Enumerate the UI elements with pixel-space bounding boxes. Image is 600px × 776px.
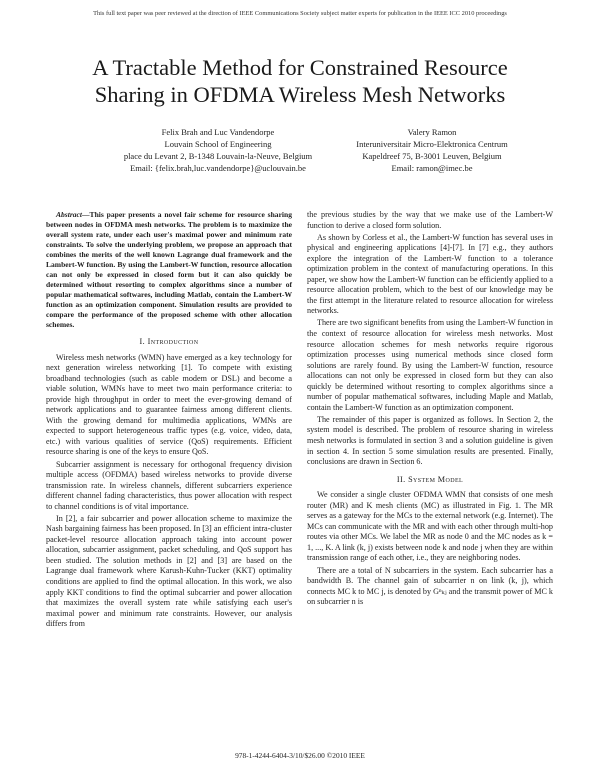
paragraph: The remainder of this paper is organized as follows. In Section 2, the system model is described. The problem of resource sharing in wireless mesh networks is formulated in section 3 and a solution guideline is given in section 4. In section 5 some simulation results are presented. Finally, conclusions are drawn in Section 6. bbox=[307, 414, 553, 467]
author-email: Email: {felix.brah,luc.vandendorpe}@uclouvain.be bbox=[130, 163, 306, 173]
peer-review-note: This full text paper was peer reviewed at the direction of IEEE Communications Society subject matter experts for publication in the IEEE ICC 2010 proceedings bbox=[93, 10, 507, 17]
section-number: II. bbox=[396, 474, 406, 484]
author-email: Email: ramon@imec.be bbox=[391, 163, 473, 173]
author-address: Kapeldreef 75, B-3001 Leuven, Belgium bbox=[362, 151, 502, 161]
paragraph: As shown by Corless et al., the Lambert-W function has several uses in physical and engineering applications [4]-[7]. In [7] e.g., they authors explore the integration of the Lambert-W function to a tolerance optimization problem in the context of manufacturing operations. In this paper, we show how the Lambert-W function can be efficiently applied to a resource allocation problem, which to the best of our knowledge may be the first attempt in the literature related to resource allocation for wireless networks. bbox=[307, 232, 553, 316]
paragraph: There are a total of N subcarriers in the system. Each subcarrier has a bandwidth B. The channel gain of subcarrier n on link (k, j), which connects MC k to MC j, is denoted by Gⁿₖⱼ and the transmit power of MC k on subcarrier n is bbox=[307, 565, 553, 607]
abstract bbox=[46, 210, 292, 330]
author-affiliation: Louvain School of Engineering bbox=[164, 139, 272, 149]
author-names: Valery Ramon bbox=[407, 127, 457, 137]
abstract-text: —This paper presents a novel fair scheme for resource sharing between nodes in OFDMA mesh networks. The problem is to maximize the overall system rate, under each user's maximal power and minimum rate constraints. To solve the underlying problem, we propose an approach that combines the merits of the well known Lagrange dual framework and the Lambert-W function. By using the Lambert-W function, resource allocation can not only be expressed in closed form but it can also quickly be determined without resorting to complex algorithms since a number of popular mathematical softwares, including Matlab, contain the Lambert-W function as an optimization component. Simulation results are provided to compare the performance of the proposed scheme with other allocation schemes. bbox=[46, 210, 292, 329]
author-block-right bbox=[322, 126, 542, 174]
paragraph: Wireless mesh networks (WMN) have emerged as a key technology for next generation wireless networking [1]. To compete with existing broadband technologies (such as cable modem or DSL) and become a viable solution, WMNs have to meet two main performance criteria: to provide high throughput in order to meet the ever-growing demand of network applications and to guarantee fairness among different clients. With the growing demand for multimedia applications, WMNs are expected to support heterogeneous traffic types (e.g. voice, video, data, etc.) with various qualities of service (QoS) requirements. Efficient resource sharing is one of the keys to ensure QoS. bbox=[46, 352, 292, 457]
paragraph: There are two significant benefits from using the Lambert-W function in the context of resource allocation for wireless mesh networks. Most resource allocation schemes for mesh networks require rigorous optimization processes using numerical methods since closed form solutions are rarely found. By using the Lambert-W function, resource allocations can not only be expressed in closed form but they can also quickly be determined without resorting to complex algorithms since a number of popular mathematical softwares, including Maple and Matlab, contain the Lambert-W function as an optimization component. bbox=[307, 318, 553, 412]
paragraph: We consider a single cluster OFDMA WMN that consists of one mesh router (MR) and K mesh clients (MC) as illustrated in Fig. 1. The MR serves as a gateway for the MCs to the external network (e.g. Internet). The MCs can communicate with the MR and with each other through multi-hop routes via other MCs. We label the MR as node 0 and the MC nodes as k = 1, ..., K. A link (k, j) exists between node k and node j when they are within transmission range of each other, i.e., they are neighboring nodes. bbox=[307, 490, 553, 563]
section-heading-introduction bbox=[46, 337, 292, 348]
title-line-1: A Tractable Method for Constrained Resource bbox=[92, 55, 508, 80]
author-address: place du Levant 2, B-1348 Louvain-la-Neuve, Belgium bbox=[123, 151, 313, 161]
paragraph: In [2], a fair subcarrier and power allocation scheme to maximize the Nash bargaining fairness has been proposed. In [3] an efficient intra-cluster packet-level resource allocation approach taking into account power allocation, subcarrier assignment, packet scheduling, and QoS support has been studied. The solution methods in [2] and [3] are based on the Lagrange dual framework where Karush-Kuhn-Tucker (KKT) optimality conditions are applied to find the optimal allocation. In this work, we also apply KKT conditions to find the optimal subcarrier and power allocation that maximizes the overall system rate while satisfying each user's maximal power and minimum rate constraints. However, our analysis differs from bbox=[46, 513, 292, 629]
author-names: Felix Brah and Luc Vandendorpe bbox=[161, 127, 275, 137]
paragraph-continued: the previous studies by the way that we make use of the Lambert-W function to derive a closed form solution. bbox=[307, 210, 553, 230]
right-column bbox=[307, 210, 553, 608]
left-column bbox=[46, 210, 292, 630]
paragraph: Subcarrier assignment is necessary for orthogonal frequency division multiple access (OFDMA) based wireless networks to provide diverse transmission rate. In wireless channels, different subcarriers experience different channel fading characteristics, thus power allocation with respect to channel conditions is of vital importance. bbox=[46, 459, 292, 511]
abstract-label: Abstract bbox=[56, 210, 82, 219]
copyright-footer: 978-1-4244-6404-3/10/$26.00 ©2010 IEEE bbox=[235, 751, 365, 760]
title-line-2: Sharing in OFDMA Wireless Mesh Networks bbox=[94, 82, 506, 107]
author-affiliation: Interuniversitair Micro-Elektronica Centrum bbox=[356, 139, 508, 149]
section-number: I. bbox=[139, 337, 146, 346]
paper-title bbox=[40, 54, 560, 108]
section-heading-system-model bbox=[307, 475, 553, 486]
section-title: Introduction bbox=[147, 337, 199, 346]
author-block-left bbox=[98, 126, 338, 174]
section-title: System Model bbox=[408, 474, 464, 484]
